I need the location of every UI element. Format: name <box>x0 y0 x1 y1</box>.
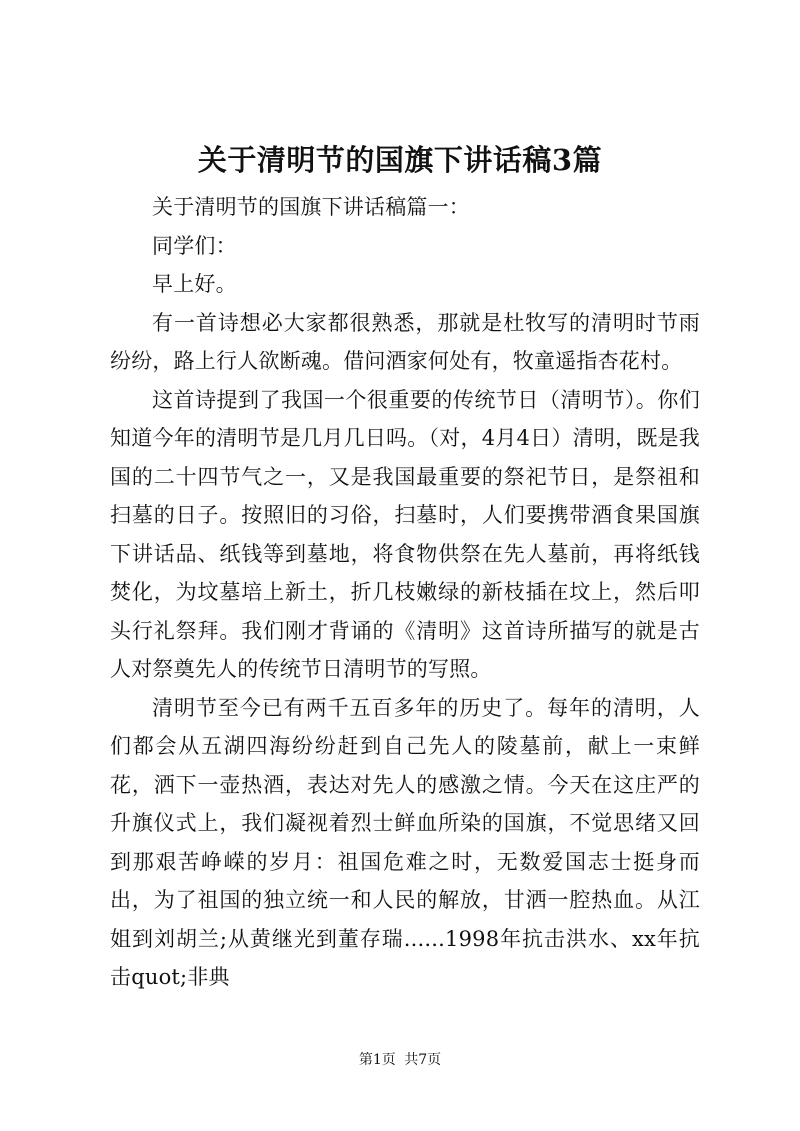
paragraph-history: 清明节至今已有两千五百多年的历史了。每年的清明，人们都会从五湖四海纷纷赶到自己先人的陵墓前，献上一束鲜花，洒下一壶热酒，表达对先人的感激之情。今天在这庄严的升旗仪式上，我们凝视着烈士鲜血所染的国旗，不觉思绪又回到那艰苦峥嵘的岁月：祖国危难之时，无数爱国志士挺身而出，为了祖国的独立统一和人民的解放，甘洒一腔热血。从江姐到刘胡兰;从黄继光到董存瑞......1998年抗击洪水、xx年抗击quot;非典 <box>110 695 700 989</box>
document-body <box>110 188 700 997</box>
paragraph-poem: 有一首诗想必大家都很熟悉，那就是杜牧写的清明时节雨纷纷，路上行人欲断魂。借问酒家何处有，牧童遥指杏花村。 <box>110 310 700 373</box>
paragraph-salutation: 同学们： <box>152 233 237 258</box>
paragraph-greeting: 早上好。 <box>152 272 237 296</box>
paragraph-qingming-custom: 这首诗提到了我国一个很重要的传统节日（清明节）。你们知道今年的清明节是几月几日吗。（对，4月4日）清明，既是我国的二十四节气之一，又是我国最重要的祭祀节日，是祭祖和扫墓的日子。按照旧的习俗，扫墓时，人们要携带酒食果国旗下讲话品、纸钱等到墓地，将食物供祭在先人墓前，再将纸钱焚化，为坟墓培上新土，折几枝嫩绿的新枝插在坟上，然后叩头行礼祭拜。我们刚才背诵的《清明》这首诗所描写的就是古人对祭奠先人的传统节日清明节的写照。 <box>110 387 700 681</box>
document-title: 关于清明节的国旗下讲话稿3篇 <box>197 143 603 177</box>
page-footer <box>0 1050 800 1070</box>
paragraph-heading: 关于清明节的国旗下讲话稿篇一： <box>152 195 470 219</box>
page-number: 第1页 <box>358 1052 396 1068</box>
page-total: 共7页 <box>404 1052 442 1068</box>
